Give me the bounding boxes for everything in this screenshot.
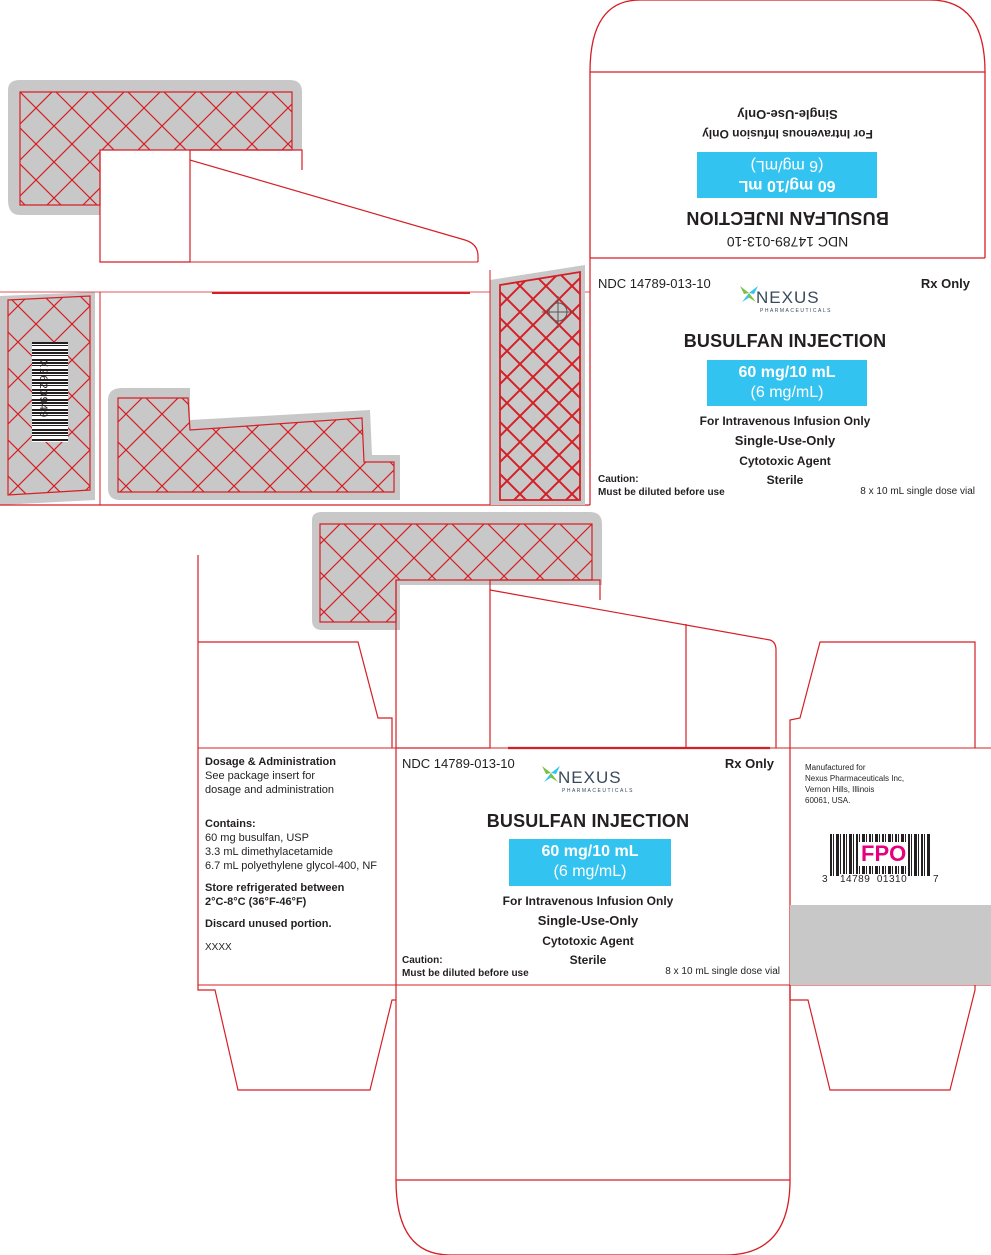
contains-heading: Contains: <box>205 818 256 830</box>
mfr-line: Vernon Hills, Illinois <box>805 785 875 794</box>
front-panel <box>590 258 985 505</box>
barcode-fpo: FPO <box>861 841 907 866</box>
main-caution-label: Caution: <box>402 955 443 966</box>
main-caution-text: Must be diluted before use <box>402 968 529 979</box>
main-strength-box <box>509 839 671 886</box>
mfr-line: 60061, USA. <box>805 796 851 805</box>
left-side-panel <box>205 755 393 955</box>
front-strength-box <box>707 360 867 406</box>
lid-strength-primary: 60 mg/10 mL <box>738 177 836 194</box>
end-strip-code: X2620949 <box>37 359 49 419</box>
barcode-digit-left: 3 <box>822 874 828 885</box>
mfr-line: Manufactured for <box>805 763 866 772</box>
barcode-digit-right: 7 <box>933 874 939 885</box>
main-logo-sub: PHARMACEUTICALS <box>562 788 634 794</box>
lid-title: BUSULFAN INJECTION <box>686 208 889 228</box>
main-sterile: Sterile <box>569 953 607 967</box>
main-logo-brand: NEXUS <box>558 768 622 787</box>
front-caution-label: Caution: <box>598 474 639 485</box>
lot-placeholder: XXXX <box>205 942 232 953</box>
front-agent: Cytotoxic Agent <box>739 454 831 468</box>
main-title: BUSULFAN INJECTION <box>486 811 690 831</box>
front-pack: 8 x 10 mL single dose vial <box>860 486 975 497</box>
lid-strength-box <box>697 152 877 198</box>
lid-ndc: NDC 14789-013-10 <box>726 234 849 250</box>
mfr-line: Nexus Pharmaceuticals Inc, <box>805 774 905 783</box>
main-logo <box>540 760 634 800</box>
storage-line-1: Store refrigerated between <box>205 882 345 894</box>
dosage-line-2: dosage and administration <box>205 784 335 796</box>
main-panel <box>396 748 790 985</box>
dosage-line-1: See package insert for <box>205 770 316 782</box>
discard-text: Discard unused portion. <box>205 918 332 930</box>
dosage-heading: Dosage & Administration <box>205 756 336 768</box>
front-use: Single-Use-Only <box>734 433 836 448</box>
main-strength-secondary: (6 mg/mL) <box>553 863 627 880</box>
main-rx: Rx Only <box>724 756 774 771</box>
front-logo-brand: NEXUS <box>756 288 820 307</box>
contains-item: 60 mg busulfan, USP <box>205 832 309 844</box>
main-agent: Cytotoxic Agent <box>542 934 634 948</box>
main-pack: 8 x 10 mL single dose vial <box>665 966 780 977</box>
front-strength-secondary: (6 mg/mL) <box>750 384 824 401</box>
main-route: For Intravenous Infusion Only <box>502 894 674 908</box>
front-title: BUSULFAN INJECTION <box>683 331 887 351</box>
lid-panel <box>590 72 985 258</box>
contains-item: 3.3 mL dimethylacetamide <box>205 846 333 858</box>
main-strength-primary: 60 mg/10 mL <box>541 843 639 860</box>
front-sterile: Sterile <box>766 473 804 487</box>
barcode-digits-mid: 14789 01310 <box>840 874 908 885</box>
front-logo-sub: PHARMACEUTICALS <box>760 308 832 314</box>
lid-strength-secondary: (6 mg/mL) <box>750 157 824 174</box>
front-ndc: NDC 14789-013-10 <box>598 276 711 291</box>
front-route: For Intravenous Infusion Only <box>699 414 871 428</box>
front-caution-text: Must be diluted before use <box>598 487 725 498</box>
main-use: Single-Use-Only <box>537 913 639 928</box>
storage-line-2: 2°C-8°C (36°F-46°F) <box>205 896 307 908</box>
main-ndc: NDC 14789-013-10 <box>402 756 515 771</box>
front-strength-primary: 60 mg/10 mL <box>738 364 836 381</box>
contains-item: 6.7 mL polyethylene glycol-400, NF <box>205 860 378 872</box>
lid-use: Single-Use-Only <box>737 107 838 122</box>
front-logo <box>738 280 832 320</box>
right-side-panel <box>805 762 975 806</box>
lid-route: For Intravenous Infusion Only <box>702 127 873 141</box>
front-rx: Rx Only <box>920 276 970 291</box>
